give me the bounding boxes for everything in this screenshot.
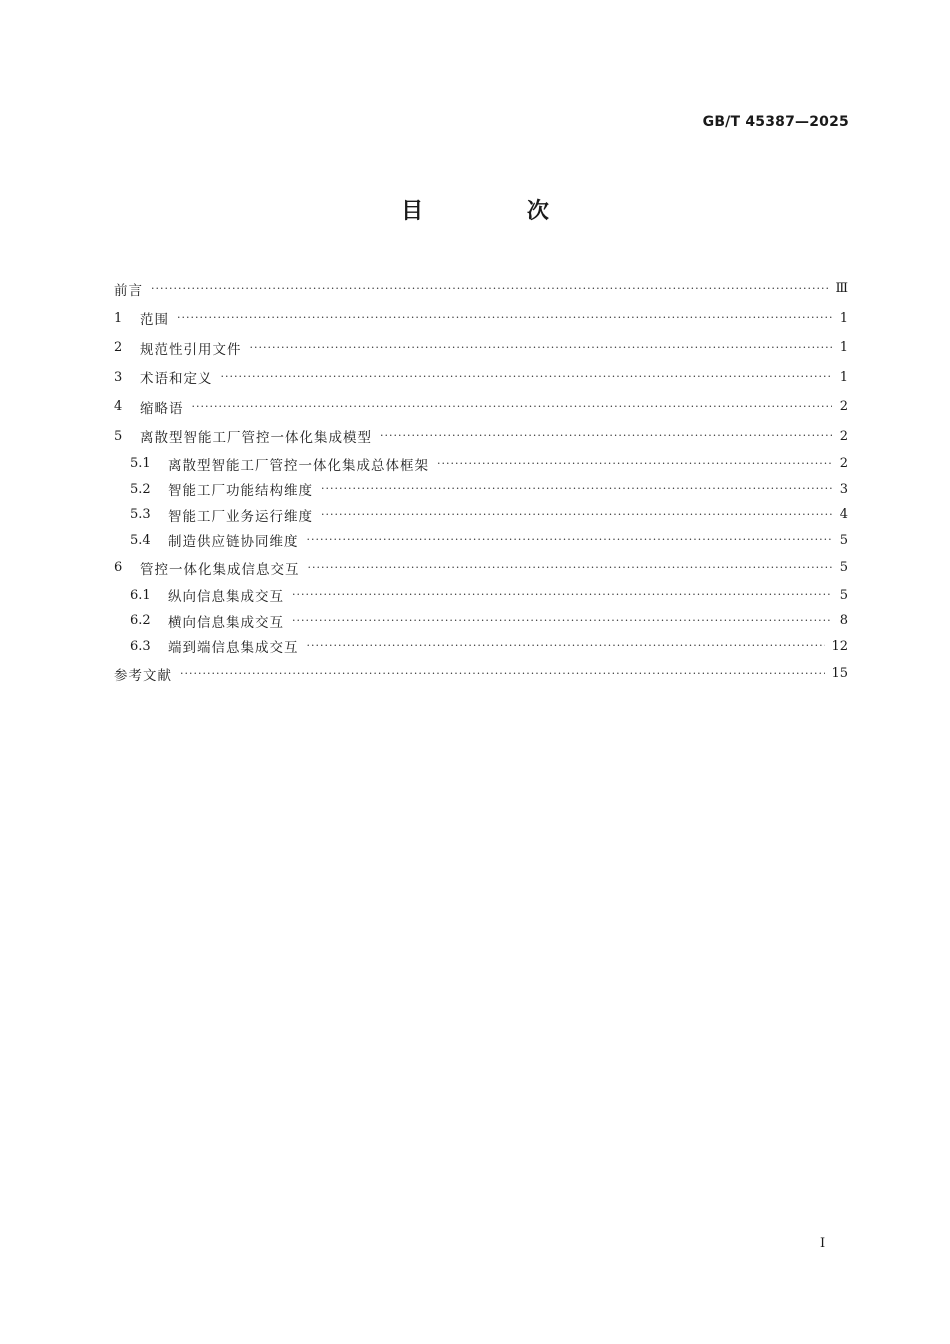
toc-entry-5[interactable] — [114, 422, 848, 452]
dot-leader — [180, 667, 825, 681]
toc-entry-label: 制造供应链协同维度 — [168, 534, 299, 551]
toc-entry-6-2[interactable] — [114, 608, 848, 634]
dot-leader — [151, 282, 829, 296]
toc-entry-5-3[interactable] — [114, 502, 848, 528]
toc-entry-label: 术语和定义 — [140, 371, 213, 388]
toc-entry-page: 15 — [831, 666, 848, 682]
toc-entry-5-4[interactable] — [114, 528, 848, 554]
toc-entry-page: 12 — [831, 638, 848, 654]
toc-entry-label: 智能工厂业务运行维度 — [168, 508, 313, 525]
toc-entry-page: 2 — [839, 428, 848, 444]
toc-entry-6-3[interactable] — [114, 634, 848, 660]
dot-leader — [437, 457, 832, 471]
toc-entry-label: 智能工厂功能结构维度 — [168, 483, 313, 500]
toc-entry-6[interactable] — [114, 553, 848, 583]
toc-entry-number: 1 — [114, 310, 123, 326]
toc-entry-1[interactable] — [114, 304, 848, 334]
toc-entry-page: 3 — [839, 481, 848, 497]
dot-leader — [221, 370, 833, 384]
toc-entry-label: 离散型智能工厂管控一体化集成总体框架 — [168, 457, 429, 474]
toc-entry-3[interactable] — [114, 363, 848, 393]
toc-entry-number: 5.4 — [130, 532, 151, 548]
toc-entry-label: 横向信息集成交互 — [168, 614, 284, 631]
toc-entry-number: 6.2 — [130, 613, 151, 629]
dot-leader — [380, 429, 832, 443]
toc-entry-label: 规范性引用文件 — [140, 341, 242, 358]
standard-code: GB/T 45387—2025 — [702, 114, 849, 130]
toc-entry-label: 前言 — [114, 282, 143, 299]
page-title: 目 次 — [401, 199, 597, 224]
toc-entry-5-2[interactable] — [114, 477, 848, 503]
toc-entry-number: 6 — [114, 560, 123, 576]
toc-entry-number: 6.1 — [130, 587, 151, 603]
toc-entry-number: 5.3 — [130, 507, 151, 523]
toc-entry-page: 2 — [839, 399, 848, 415]
table-of-contents — [114, 274, 848, 689]
toc-entry-page: 5 — [839, 532, 848, 548]
toc-entry-number: 6.3 — [130, 638, 151, 654]
dot-leader — [192, 400, 833, 414]
toc-entry-page: 5 — [839, 560, 848, 576]
dot-leader — [321, 508, 832, 522]
toc-entry-number: 4 — [114, 399, 123, 415]
toc-entry-references[interactable] — [114, 659, 848, 689]
toc-entry-label: 参考文献 — [114, 667, 172, 684]
toc-entry-label: 离散型智能工厂管控一体化集成模型 — [140, 430, 372, 447]
toc-entry-label: 端到端信息集成交互 — [168, 640, 299, 657]
toc-entry-2[interactable] — [114, 333, 848, 363]
toc-entry-page: 8 — [839, 613, 848, 629]
toc-entry-page: Ⅲ — [835, 281, 848, 297]
toc-entry-foreword[interactable] — [114, 274, 848, 304]
dot-leader — [307, 533, 833, 547]
dot-leader — [292, 588, 832, 602]
dot-leader — [177, 311, 832, 325]
toc-entry-page: 1 — [839, 310, 848, 326]
toc-entry-page: 1 — [839, 340, 848, 356]
toc-entry-number: 5.2 — [130, 481, 151, 497]
toc-entry-label: 范围 — [140, 312, 169, 329]
page-number: Ⅰ — [820, 1236, 826, 1251]
toc-entry-label: 缩略语 — [140, 400, 184, 417]
dot-leader — [307, 639, 826, 653]
toc-entry-number: 3 — [114, 369, 123, 385]
toc-entry-number: 2 — [114, 340, 123, 356]
toc-entry-4[interactable] — [114, 392, 848, 422]
toc-entry-label: 纵向信息集成交互 — [168, 589, 284, 606]
toc-entry-page: 2 — [839, 456, 848, 472]
toc-entry-5-1[interactable] — [114, 451, 848, 477]
toc-entry-page: 4 — [839, 507, 848, 523]
toc-entry-page: 1 — [839, 369, 848, 385]
dot-leader — [321, 482, 832, 496]
toc-entry-number: 5.1 — [130, 456, 151, 472]
toc-entry-label: 管控一体化集成信息交互 — [140, 561, 300, 578]
dot-leader — [292, 614, 832, 628]
dot-leader — [250, 341, 833, 355]
dot-leader — [308, 561, 833, 575]
toc-entry-number: 5 — [114, 428, 123, 444]
toc-entry-6-1[interactable] — [114, 583, 848, 609]
toc-entry-page: 5 — [839, 587, 848, 603]
